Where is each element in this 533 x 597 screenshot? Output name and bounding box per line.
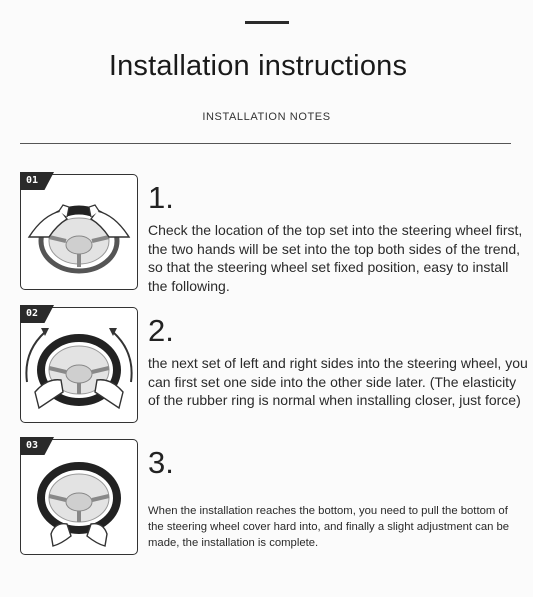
step-description: the next set of left and right sides into the steering wheel, you can first set one side into the other side later. (The elasticity of the rubber ring is normal when installing closer, just force)	[148, 355, 528, 408]
step-description: Check the location of the top set into the steering wheel first, the two hands will be set into the top both sides of the trend, so that the steering wheel set fixed position, easy to install the following.	[148, 222, 523, 294]
step-number: 3.	[148, 445, 174, 480]
step-badge-label: 03	[26, 440, 39, 451]
steering-wheel-top-icon	[21, 175, 137, 289]
step-2-illustration	[20, 307, 138, 423]
header-divider	[20, 143, 511, 144]
step-badge-label: 02	[26, 308, 39, 319]
step-1-illustration	[20, 174, 138, 290]
step-3-illustration	[20, 439, 138, 555]
step-description: When the installation reaches the bottom, you need to pull the bottom of the steering wheel cover hard into, and finally a slight adjustment can be made, the installation is complete.	[148, 505, 510, 549]
step-number: 1.	[148, 180, 174, 215]
step-number: 2.	[148, 313, 174, 348]
step-badge-label: 01	[26, 175, 39, 186]
top-accent-bar	[245, 21, 289, 24]
page-subtitle: INSTALLATION NOTES	[202, 111, 331, 123]
steering-wheel-sides-icon	[21, 308, 137, 422]
page-title: Installation instructions	[108, 50, 408, 82]
steering-wheel-bottom-icon	[21, 440, 137, 554]
